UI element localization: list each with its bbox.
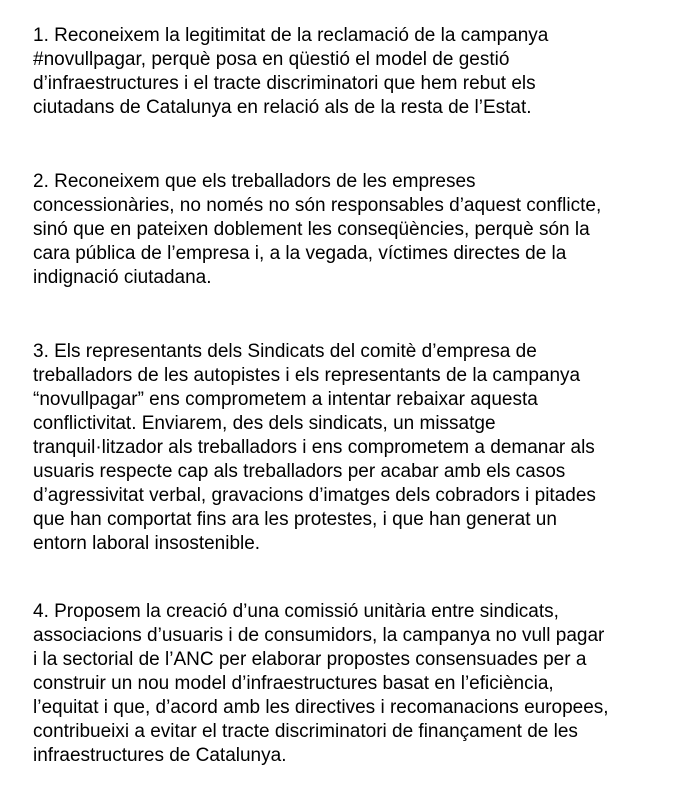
paragraph-line: “novullpagar” ens comprometem a intentar rebaixar aquesta [33,389,538,410]
paragraph-line: d’infraestructures i el tracte discriminatori que hem rebut els [33,73,536,94]
paragraph-line: ciutadans de Catalunya en relació als de la resta de l’Estat. [33,97,532,118]
paragraph-line: sinó que en pateixen doblement les conseqüències, perquè són la [33,219,590,240]
paragraph-line: 4. Proposem la creació d’una comissió unitària entre sindicats, [33,601,559,622]
paragraph-line: associacions d’usuaris i de consumidors, la campanya no vull pagar [33,625,605,646]
paragraph-line: treballadors de les autopistes i els representants de la campanya [33,365,581,386]
paragraph-line: usuaris respecte cap als treballadors per acabar amb els casos [33,461,566,482]
paragraph-line: 3. Els representants dels Sindicats del comitè d’empresa de [33,341,537,362]
paragraph-line: l’equitat i que, d’acord amb les directives i recomanacions europees, [33,697,609,718]
paragraph-4 [33,600,683,768]
paragraph-line: i la sectorial de l’ANC per elaborar propostes consensuades per a [33,649,587,670]
paragraph-line: cara pública de l’empresa i, a la vegada, víctimes directes de la [33,243,567,264]
paragraph-1 [33,24,683,120]
paragraph-line: conflictivitat. Enviarem, des dels sindicats, un missatge [33,413,496,434]
paragraph-line: 1. Reconeixem la legitimitat de la reclamació de la campanya [33,25,549,46]
paragraph-3 [33,340,683,556]
paragraph-line: concessionàries, no només no són responsables d’aquest conflicte, [33,195,602,216]
paragraph-2 [33,170,683,290]
paragraph-line: tranquil·litzador als treballadors i ens comprometem a demanar als [33,437,595,458]
paragraph-line: entorn laboral insostenible. [33,533,261,554]
paragraph-line: indignació ciutadana. [33,267,212,288]
paragraph-line: #novullpagar, perquè posa en qüestió el model de gestió [33,49,510,70]
paragraph-line: que han comportat fins ara les protestes, i que han generat un [33,509,557,530]
paragraph-line: contribueixi a evitar el tracte discriminatori de finançament de les [33,721,578,742]
paragraph-line: d’agressivitat verbal, gravacions d’imatges dels cobradors i pitades [33,485,596,506]
paragraph-line: 2. Reconeixem que els treballadors de les empreses [33,171,476,192]
paragraph-line: construir un nou model d’infraestructures basat en l’eficiència, [33,673,554,694]
paragraph-line: infraestructures de Catalunya. [33,745,287,766]
